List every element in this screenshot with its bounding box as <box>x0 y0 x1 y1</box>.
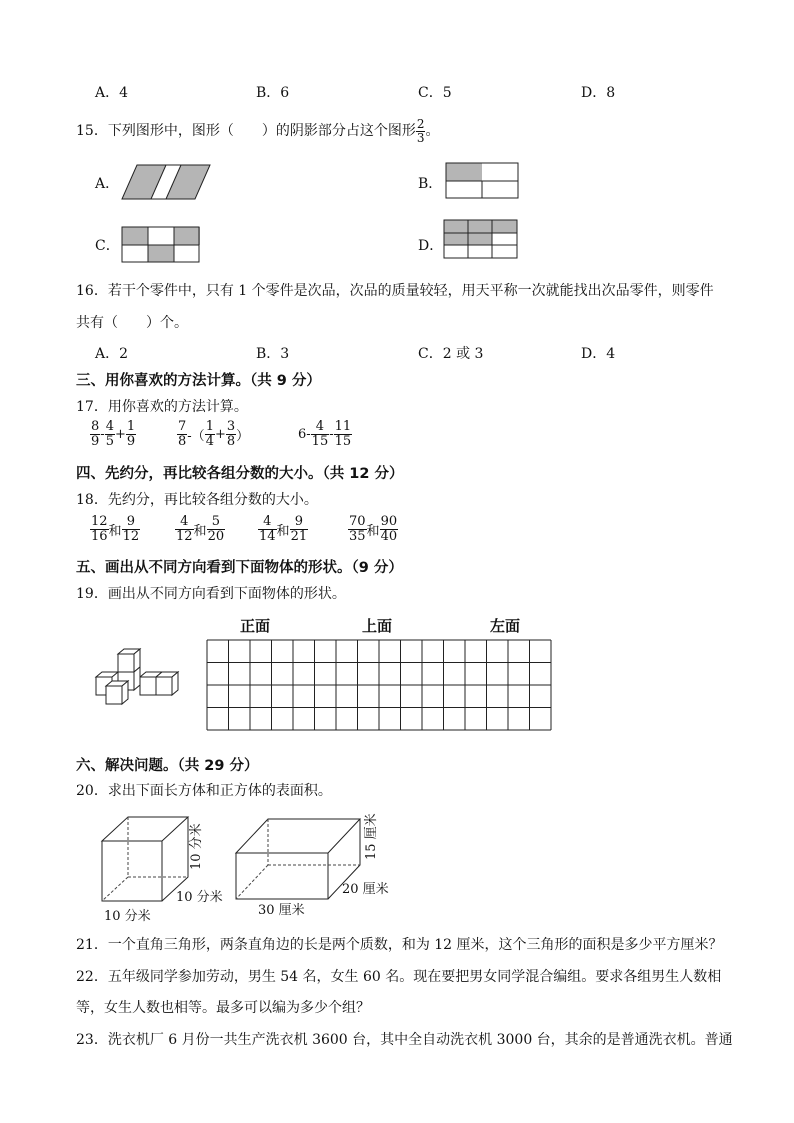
q14-option-d: D．8 <box>581 85 616 101</box>
q15-figure-d <box>444 220 518 260</box>
q19-drawing-grid[interactable] <box>207 640 553 732</box>
q19-cube-object <box>92 648 192 710</box>
section3-title: 三、用你喜欢的方法计算。（共 9 分） <box>76 373 321 389</box>
q18-pair-2: $\frac{4}{12}$ 和 $\frac{5}{20}$ <box>176 514 225 544</box>
q17-expr-2: $\frac{7}{8}$ -（ $\frac{1}{4}$ + $\frac{3}{8}$ ） <box>178 419 250 449</box>
q18-pair-3: $\frac{4}{14}$ 和 $\frac{9}{21}$ <box>259 514 308 544</box>
q17-expr-3: 6- $\frac{4}{15}$ - $\frac{11}{15}$ <box>298 419 352 449</box>
q18-pair-1: $\frac{12}{16}$ 和 $\frac{9}{12}$ <box>91 514 140 544</box>
q20-prompt: 20．求出下面长方体和正方体的表面积。 <box>76 783 332 799</box>
cuboid-height-label: 15 厘米 <box>364 813 379 860</box>
cube-depth-label: 10 分米 <box>176 890 223 905</box>
cube-height-label: 10 分米 <box>189 823 204 870</box>
q16-option-b: B．3 <box>256 346 290 362</box>
q15-option-d: D． <box>418 238 444 254</box>
view-label-left: 左面 <box>490 617 521 635</box>
q22-line2: 等，女生人数也相等。最多可以编为多少个组？ <box>76 1000 370 1016</box>
q14-option-c: C．5 <box>418 85 452 101</box>
q15-option-c: C． <box>95 238 120 254</box>
q15-fraction: $\frac{2}{3}$ <box>416 117 425 145</box>
q14-option-b: B．6 <box>256 85 290 101</box>
q15-figure-c <box>122 227 200 263</box>
q18-pair-4: $\frac{70}{35}$ 和 $\frac{90}{40}$ <box>349 514 398 544</box>
q14-option-a: A．4 <box>95 85 129 101</box>
q15-text: 15．下列图形中，图形（ ）的阴影部分占这个图形 <box>76 123 416 140</box>
q15-question: 15．下列图形中，图形（ ）的阴影部分占这个图形 $\frac{2}{3}$ 。 <box>76 117 440 145</box>
section4-title: 四、先约分，再比较各组分数的大小。（共 12 分） <box>76 466 404 482</box>
q15-option-a: A． <box>95 176 120 192</box>
section5-title: 五、画出从不同方向看到下面物体的形状。（9 分） <box>76 560 403 576</box>
view-label-front: 正面 <box>240 617 271 635</box>
q16-option-a: A．2 <box>95 346 129 362</box>
q21-text: 21．一个直角三角形，两条直角边的长是两个质数，和为 12 厘米，这个三角形的面积是多少平方厘米？ <box>76 937 723 953</box>
q15-option-b: B． <box>418 176 443 192</box>
cuboid-depth-label: 20 厘米 <box>342 882 389 897</box>
q16-option-c: C．2 或 3 <box>418 346 484 362</box>
q16-option-d: D．4 <box>581 346 616 362</box>
q16-line1: 16．若干个零件中，只有 1 个零件是次品，次品的质量较轻，用天平称一次就能找出次品零件，则零件 <box>76 283 714 299</box>
cube-width-label: 10 分米 <box>104 909 151 924</box>
q19-prompt: 19．画出从不同方向看到下面物体的形状。 <box>76 586 346 602</box>
q15-figure-b <box>446 163 518 199</box>
q22-line1: 22．五年级同学参加劳动，男生 54 名，女生 60 名。现在要把男女同学混合编组。要求各组男生人数相 <box>76 969 722 985</box>
cuboid-width-label: 30 厘米 <box>258 903 305 918</box>
q17-prompt: 17．用你喜欢的方法计算。 <box>76 399 248 415</box>
q18-prompt: 18．先约分，再比较各组分数的大小。 <box>76 492 318 508</box>
q17-expr-1: $\frac{8}{9}$ - $\frac{4}{5}$ + $\frac{1}{9}$ <box>91 419 136 449</box>
q23-text: 23．洗衣机厂 6 月份一共生产洗衣机 3600 台，其中全自动洗衣机 3000 台，其余的是普通洗衣机。普通 <box>76 1032 733 1048</box>
q15-figure-a <box>122 163 212 201</box>
q16-line2: 共有（ ）个。 <box>76 315 188 331</box>
view-label-top: 上面 <box>362 617 393 635</box>
section6-title: 六、解决问题。（共 29 分） <box>76 758 259 774</box>
